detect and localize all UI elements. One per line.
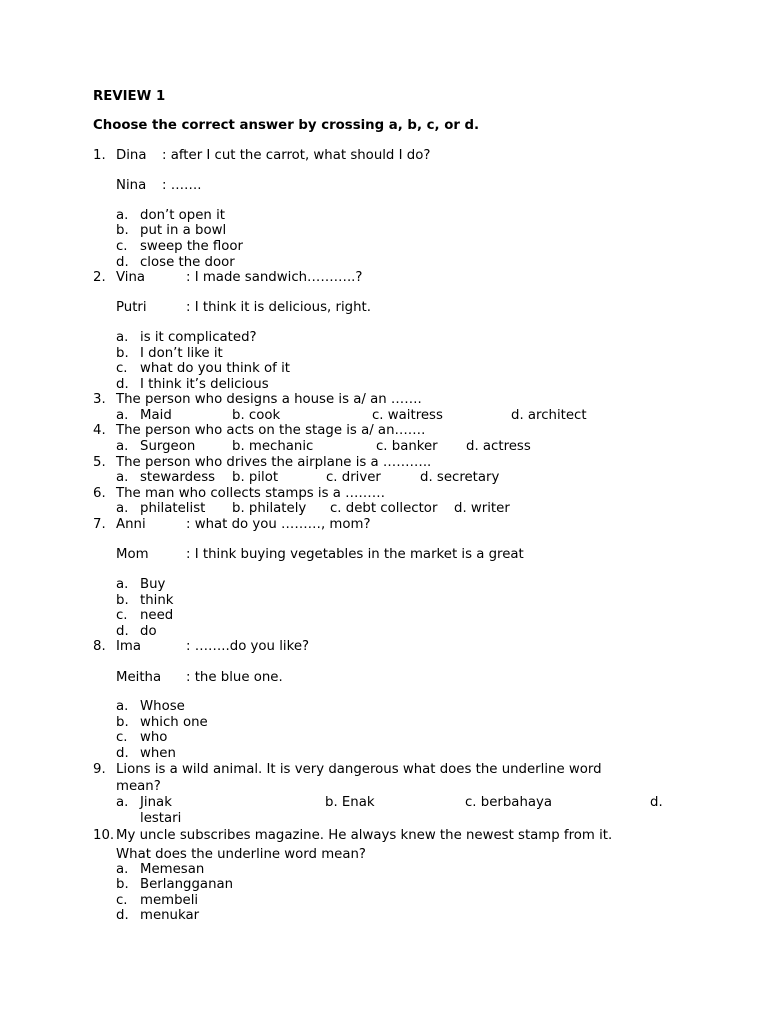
option-text: Berlangganan	[140, 877, 234, 892]
option-letter[interactable]: c.	[116, 361, 128, 376]
option-text: need	[140, 608, 174, 623]
dialogue-2: : I think buying vegetables in the market is a great	[186, 547, 524, 562]
option-text: stewardess	[140, 470, 216, 485]
option-letter[interactable]: c.	[116, 730, 128, 745]
option-letter[interactable]: a.	[116, 330, 129, 345]
question-number: 4.	[93, 423, 106, 438]
question-text: mean?	[116, 779, 161, 794]
option-text: I think it’s delicious	[140, 377, 269, 392]
option-b[interactable]: b. mechanic	[232, 439, 314, 454]
option-text: philatelist	[140, 501, 206, 516]
question-text: The person who designs a house is a/ an …….	[116, 392, 422, 407]
option-text: menukar	[140, 908, 200, 923]
option-letter[interactable]: d.	[116, 255, 129, 270]
option-c[interactable]: c. waitress	[372, 408, 443, 423]
option-b[interactable]: b. philately	[232, 501, 307, 516]
option-letter[interactable]: b.	[116, 715, 129, 730]
option-text: Jinak	[140, 795, 172, 810]
speaker-2: Mom	[116, 547, 149, 562]
option-letter[interactable]: a.	[116, 699, 129, 714]
option-letter[interactable]: d.	[116, 908, 129, 923]
question-number: 10.	[93, 828, 115, 843]
option-text: close the door	[140, 255, 235, 270]
question-text: The man who collects stamps is a ………	[116, 486, 386, 501]
speaker-1: Dina	[116, 148, 147, 163]
instruction: Choose the correct answer by crossing a, b, c, or d.	[93, 118, 480, 133]
option-c[interactable]: c. banker	[376, 439, 438, 454]
option-c[interactable]: c. berbahaya	[465, 795, 553, 810]
question-text: Lions is a wild animal. It is very dangerous what does the underline word	[116, 762, 602, 777]
dialogue-2: : the blue one.	[186, 670, 283, 685]
option-text: when	[140, 746, 176, 761]
option-letter[interactable]: c.	[116, 239, 128, 254]
dialogue-1: : after I cut the carrot, what should I do?	[162, 148, 431, 163]
option-d[interactable]: d. architect	[511, 408, 587, 423]
question-number: 1.	[93, 148, 106, 163]
dialogue-1: : what do you ………, mom?	[186, 517, 371, 532]
option-letter[interactable]: a.	[116, 795, 129, 810]
question-number: 7.	[93, 517, 106, 532]
question-text: The person who drives the airplane is a ………..	[116, 455, 432, 470]
option-b[interactable]: b. Enak	[325, 795, 375, 810]
option-text: Maid	[140, 408, 172, 423]
option-c[interactable]: c. driver	[326, 470, 381, 485]
dialogue-2: : …….	[162, 178, 202, 193]
option-text: Memesan	[140, 862, 205, 877]
speaker-2: Meitha	[116, 670, 162, 685]
option-b[interactable]: b. cook	[232, 408, 281, 423]
question-number: 9.	[93, 762, 106, 777]
option-text: Surgeon	[140, 439, 196, 454]
dialogue-1: : ……..do you like?	[186, 639, 310, 654]
question-text: My uncle subscribes magazine. He always knew the newest stamp from it.	[116, 828, 613, 843]
option-letter[interactable]: c.	[116, 608, 128, 623]
question-number: 6.	[93, 486, 106, 501]
question-number: 5.	[93, 455, 106, 470]
option-text: sweep the floor	[140, 239, 243, 254]
option-text: membeli	[140, 893, 199, 908]
option-letter[interactable]: b.	[116, 346, 129, 361]
option-letter[interactable]: a.	[116, 439, 129, 454]
option-d[interactable]: d. actress	[466, 439, 531, 454]
option-letter[interactable]: a.	[116, 208, 129, 223]
speaker-1: Anni	[116, 517, 146, 532]
option-letter[interactable]: a.	[116, 862, 129, 877]
option-d-text: lestari	[140, 811, 182, 826]
option-text: is it complicated?	[140, 330, 257, 345]
option-letter[interactable]: d.	[116, 377, 129, 392]
speaker-2: Putri	[116, 300, 147, 315]
question-number: 3.	[93, 392, 106, 407]
option-text: Whose	[140, 699, 185, 714]
option-letter[interactable]: d.	[116, 746, 129, 761]
option-d[interactable]: d. secretary	[420, 470, 500, 485]
option-letter[interactable]: a.	[116, 577, 129, 592]
option-text: don’t open it	[140, 208, 225, 223]
option-text: which one	[140, 715, 208, 730]
option-letter[interactable]: b.	[116, 593, 129, 608]
dialogue-1: : I made sandwich………..?	[186, 270, 363, 285]
question-text: The person who acts on the stage is a/ an…….	[116, 423, 426, 438]
option-c[interactable]: c. debt collector	[330, 501, 438, 516]
option-text: put in a bowl	[140, 223, 227, 238]
option-text: think	[140, 593, 174, 608]
speaker-2: Nina	[116, 178, 147, 193]
option-d[interactable]: d. writer	[454, 501, 510, 516]
option-letter[interactable]: d.	[116, 624, 129, 639]
option-text: do	[140, 624, 157, 639]
speaker-1: Ima	[116, 639, 142, 654]
option-b[interactable]: b. pilot	[232, 470, 279, 485]
option-letter[interactable]: b.	[116, 877, 129, 892]
question-number: 2.	[93, 270, 106, 285]
option-text: Buy	[140, 577, 166, 592]
option-letter[interactable]: c.	[116, 893, 128, 908]
review-title: REVIEW 1	[93, 89, 166, 104]
option-letter[interactable]: a.	[116, 408, 129, 423]
speaker-1: Vina	[116, 270, 146, 285]
option-text: I don’t like it	[140, 346, 223, 361]
option-letter[interactable]: b.	[116, 223, 129, 238]
option-letter[interactable]: a.	[116, 470, 129, 485]
option-text: what do you think of it	[140, 361, 290, 376]
option-letter[interactable]: a.	[116, 501, 129, 516]
dialogue-2: : I think it is delicious, right.	[186, 300, 371, 315]
question-number: 8.	[93, 639, 106, 654]
option-text: who	[140, 730, 168, 745]
option-d[interactable]: d.	[650, 795, 663, 810]
question-text: What does the underline word mean?	[116, 847, 366, 862]
